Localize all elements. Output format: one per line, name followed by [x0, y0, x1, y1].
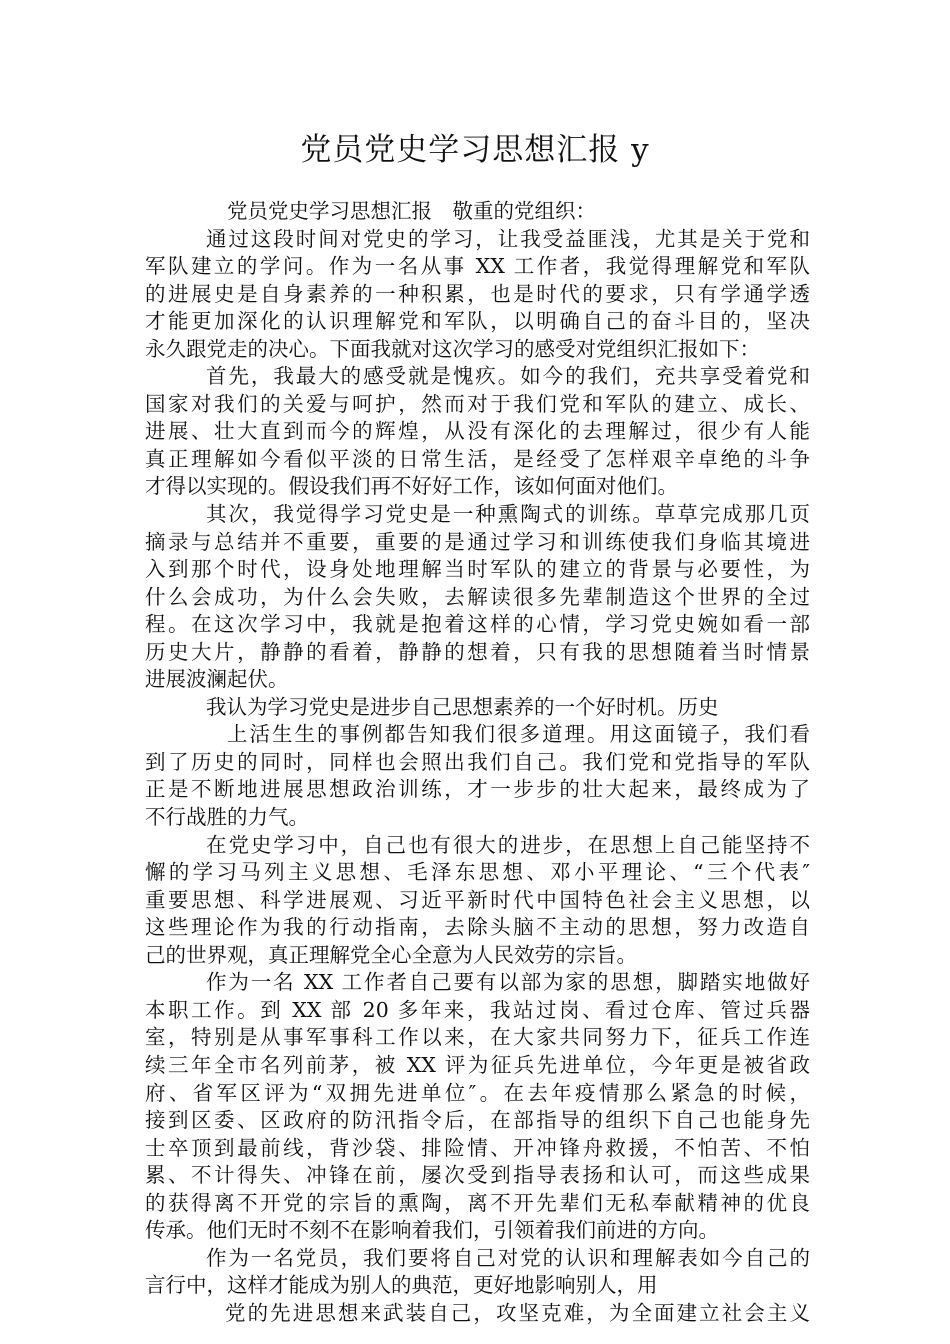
text-line: 首先，我最大的感受就是愧疚。如今的我们，充共享受着党和 — [206, 364, 810, 389]
text-line: 在党史学习中，自己也有很大的进步，在思想上自己能坚持不 — [206, 832, 810, 857]
text-line: 到了历史的同时，同样也会照出我们自己。我们党和党指导的军队 — [145, 749, 810, 774]
text-line: 懈的学习马列主义思想、毛泽东思想、邓小平理论、“三个代表″ — [145, 860, 810, 885]
text-line: 什么会成功，为什么会失败，去解读很多先辈制造这个世界的全过 — [145, 584, 810, 609]
text-line: 进展、壮大直到而今的辉煌，从没有深化的去理解过，很少有人能 — [145, 419, 810, 444]
document-body — [145, 198, 810, 1327]
text-line: 不行战胜的力气。 — [145, 805, 309, 830]
text-line: 历史大片，静静的看着，静静的想着，只有我的思想随着当时情景 — [145, 639, 810, 664]
text-line: 己的世界观，真正理解党全心全意为人民效劳的宗旨。 — [145, 942, 637, 967]
text-line: 的获得离不开党的宗旨的熏陶，离不开先辈们无私奉献精神的优良 — [145, 1190, 810, 1215]
text-line: 重要思想、科学进展观、习近平新时代中国特色社会主义思想，以 — [145, 887, 810, 912]
text-line: 我认为学习党史是进步自己思想素养的一个好时机。历史 — [206, 694, 719, 719]
text-line: 入到那个时代，设身处地理解当时军队的建立的背景与必要性，为 — [145, 557, 810, 582]
text-line: 作为一名党员，我们要将自己对党的认识和理解表如今自己的 — [206, 1245, 810, 1270]
text-line: 国家对我们的关爱与呵护，然而对于我们党和军队的建立、成长、 — [145, 391, 810, 416]
text-line: 通过这段时间对党史的学习，让我受益匪浅，尤其是关于党和 — [206, 226, 810, 251]
text-line: 程。在这次学习中，我就是抱着这样的心情，学习党史婉如看一部 — [145, 612, 810, 637]
text-line: 接到区委、区政府的防汛指令后，在部指导的组织下自己也能身先 — [145, 1108, 810, 1133]
document-title: 党员党史学习思想汇报 y — [300, 132, 650, 168]
text-line: 这些理论作为我的行动指南，去除头脑不主动的思想，努力改造自 — [145, 915, 810, 940]
text-line: 言行中，这样才能成为别人的典范，更好地影响别人，用 — [145, 1273, 658, 1298]
text-line: 其次，我觉得学习党史是一种熏陶式的训练。草草完成那几页 — [206, 502, 810, 527]
text-line: 士卒顶到最前线，背沙袋、排险情、开冲锋舟救援，不怕苦、不怕 — [145, 1135, 810, 1160]
text-line: 作为一名 XX 工作者自己要有以部为家的思想，脚踏实地做好 — [206, 970, 810, 995]
text-line: 本职工作。到 XX 部 20 多年来，我站过岗、看过仓库、管过兵器 — [145, 997, 810, 1022]
text-line: 传承。他们无时不刻不在影响着我们，引领着我们前进的方向。 — [145, 1218, 719, 1243]
text-line: 党的先进思想来武装自己，攻坚克难，为全面建立社会主义 — [225, 1300, 810, 1325]
text-line: 上活生生的事例都告知我们很多道理。用这面镜子，我们看 — [227, 722, 810, 747]
text-line: 军队建立的学问。作为一名从事 XX 工作者，我觉得理解党和军队 — [145, 254, 810, 279]
text-line: 的进展史是自身素养的一种积累，也是时代的要求，只有学通学透 — [145, 281, 810, 306]
text-line: 党员党史学习思想汇报 敬重的党组织： — [227, 199, 596, 223]
text-line: 累、不计得失、冲锋在前，屡次受到指导表扬和认可，而这些成果 — [145, 1163, 810, 1188]
text-line: 正是不断地进展思想政治训练，才一步步的壮大起来，最终成为了 — [145, 777, 810, 802]
text-line: 续三年全市名列前茅，被 XX 评为征兵先进单位，今年更是被省政 — [145, 1052, 810, 1077]
text-line: 府、省军区评为“双拥先进单位″。在去年疫情那么紧急的时候， — [145, 1080, 810, 1105]
text-line: 真正理解如今看似平淡的日常生活，是经受了怎样艰辛卓绝的斗争 — [145, 446, 810, 471]
text-line: 才能更加深化的认识理解党和军队，以明确自己的奋斗目的，坚决 — [145, 309, 810, 334]
text-line: 摘录与总结并不重要，重要的是通过学习和训练使我们身临其境进 — [145, 529, 810, 554]
text-line: 永久跟党走的决心。下面我就对这次学习的感受对党组织汇报如下： — [145, 336, 760, 361]
text-line: 才得以实现的。假设我们再不好好工作，该如何面对他们。 — [145, 474, 678, 499]
text-line: 室，特别是从事军事科工作以来，在大家共同努力下，征兵工作连 — [145, 1025, 810, 1050]
text-line: 进展波澜起伏。 — [145, 667, 289, 692]
